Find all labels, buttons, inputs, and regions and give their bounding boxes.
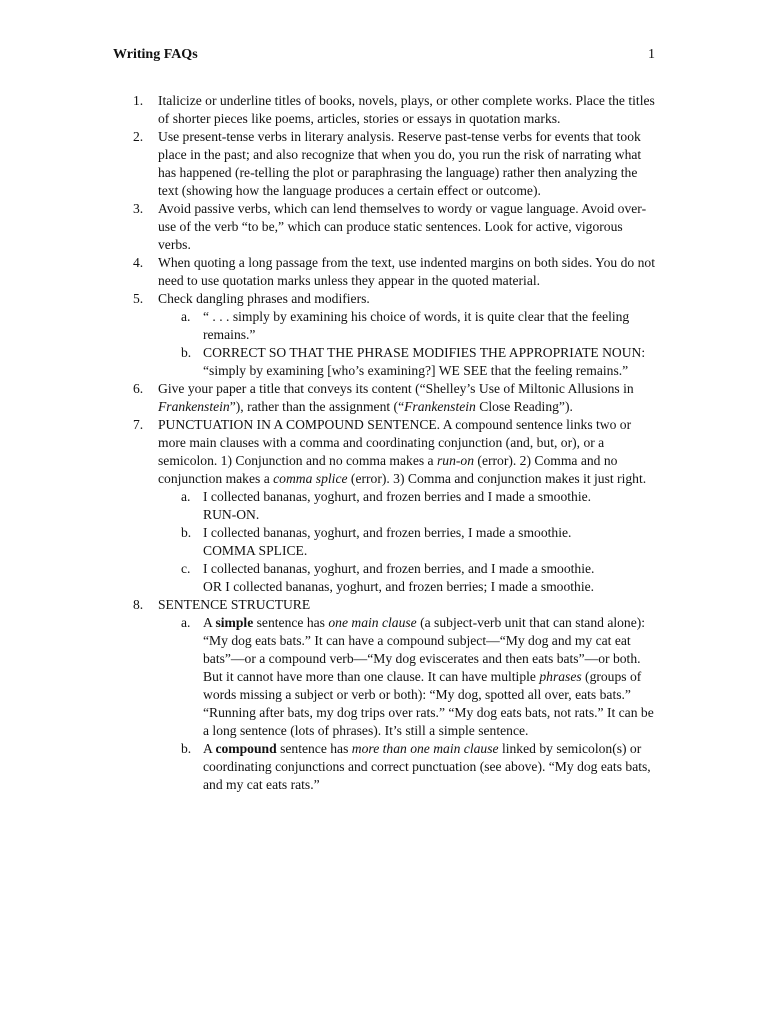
sub-item-b [181,524,658,560]
bold-term: compound [215,741,277,756]
text-part: (groups of words missing a subject or verb or both): “My dog, spotted all over, eats bats.” “Running after bats, my dog trips over rats.” “My dog eats bats, not rats.” It can be a long sentence (lots of phrases). It’s still a simple sentence. [203,669,654,738]
sub-list [158,614,658,794]
header-title: Writing FAQs [113,47,198,62]
sub-item-letter: c. [181,561,191,576]
running-header [113,46,655,66]
text-part: (a subject-verb unit that can stand alone): “My dog eats bats.” It can have a compound subject—“My dog and my cat eat bats”—or a compound verb—“My dog eviscerates and then eats bats”—or both. But it cannot have more than one clause. It can have multiple [203,615,646,684]
item-number: 8. [133,597,144,612]
faq-item-6 [133,380,658,416]
sub-item-letter: b. [181,345,192,360]
sub-item-b [181,344,658,380]
text-part: sentence has [253,615,329,630]
sub-item-a [181,614,658,740]
example-sentence: I collected bananas, yoghurt, and frozen berries, I made a smoothie. [203,525,572,540]
italic-term: phrases [539,669,582,684]
sub-item-text: CORRECT SO THAT THE PHRASE MODIFIES THE APPROPRIATE NOUN: “simply by examining [who’s examining?] WE SEE that the feeling remains.” [203,345,646,378]
italic-term: comma splice [273,471,348,486]
faq-item-4 [133,254,658,290]
sub-item-letter: b. [181,741,192,756]
text-part: A [203,615,216,630]
page-number: 1 [648,47,655,62]
item-number: 6. [133,381,144,396]
item-text-part: (error). 2) Comma and no conjunction makes a [158,453,618,486]
item-text: When quoting a long passage from the text, use indented margins on both sides. You do not need to use quotation marks unless they appear in the quoted material. [158,255,655,288]
italic-title: Frankenstein [158,399,230,414]
example-sentence: I collected bananas, yoghurt, and frozen berries, and I made a smoothie. [203,561,595,576]
text-part: sentence has [276,741,352,756]
item-number: 4. [133,255,144,270]
sub-list [158,308,658,380]
faq-item-1 [133,92,658,128]
item-text: Avoid passive verbs, which can lend themselves to wordy or vague language. Avoid over-use of the verb “to be,” which can produce static sentences. Look for active, vigorous verbs. [158,201,647,252]
item-text: Use present-tense verbs in literary analysis. Reserve past-tense verbs for events that took place in the past; and also recognize that when you do, you run the risk of narrating what has happened (re-telling the plot or paraphrasing the language) rather then analyzing the text (showing how the language produces a certain effect or outcome). [158,129,642,198]
example-sentence: I collected bananas, yoghurt, and frozen berries and I made a smoothie. [203,489,592,504]
item-text: SENTENCE STRUCTURE [158,597,311,612]
text-part: A [203,741,216,756]
item-number: 5. [133,291,144,306]
faq-list [133,92,658,794]
item-text-part: (error). 3) Comma and conjunction makes it just right. [347,471,647,486]
item-number: 3. [133,201,144,216]
example-verdict: RUN-ON. [203,507,260,522]
sub-list [158,488,658,596]
sub-item-letter: a. [181,309,191,324]
example-sentence-alt: OR I collected bananas, yoghurt, and frozen berries; I made a smoothie. [203,579,595,594]
text-part: linked by semicolon(s) or coordinating conjunctions and correct punctuation (see above). “My dog eats bats, and my cat eats rats.” [203,741,651,792]
italic-term: more than one main clause [351,741,499,756]
sub-item-letter: b. [181,525,192,540]
item-text-part: ”), rather than the assignment (“ [229,399,405,414]
item-number: 1. [133,93,144,108]
italic-title: Frankenstein [404,399,476,414]
item-text: Check dangling phrases and modifiers. [158,291,370,306]
italic-term: run-on [437,453,475,468]
item-number: 2. [133,129,144,144]
item-text-part: Give your paper a title that conveys its content (“Shelley’s Use of Miltonic Allusions in [158,381,634,396]
item-text: Italicize or underline titles of books, novels, plays, or other complete works. Place the titles of shorter pieces like poems, articles, stories or essays in quotation marks. [158,93,655,126]
bold-term: simple [215,615,254,630]
sub-item-a [181,308,658,344]
sub-item-letter: a. [181,615,191,630]
sub-item-c [181,560,658,596]
faq-item-2 [133,128,658,200]
faq-item-3 [133,200,658,254]
item-text-part: Close Reading”). [475,399,573,414]
faq-item-5 [133,290,658,380]
sub-item-letter: a. [181,489,191,504]
example-verdict: COMMA SPLICE. [203,543,308,558]
sub-item-a [181,488,658,524]
faq-item-7 [133,416,658,596]
sub-item-b [181,740,658,794]
sub-item-text: “ . . . simply by examining his choice of words, it is quite clear that the feeling remains.” [203,309,630,342]
item-number: 7. [133,417,144,432]
item-text-part: PUNCTUATION IN A COMPOUND SENTENCE. A compound sentence links two or more main clauses with a comma and coordinating conjunction (and, but, or), or a semicolon. 1) Conjunction and no comma makes a [158,417,632,468]
faq-item-8 [133,596,658,794]
italic-term: one main clause [328,615,417,630]
